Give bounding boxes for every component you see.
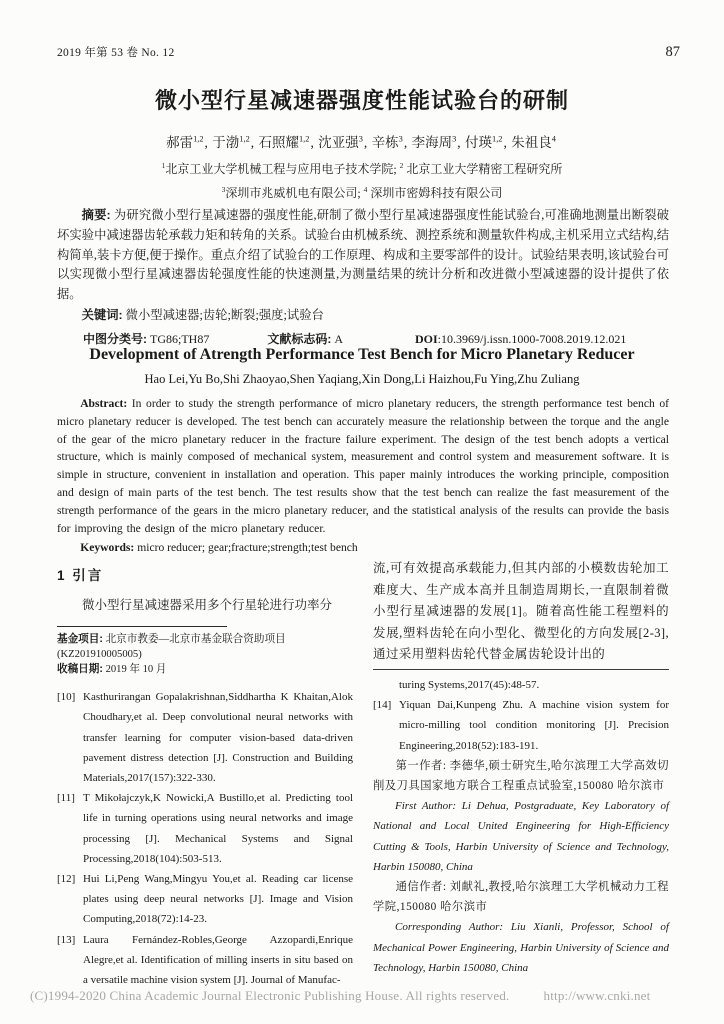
document-code-label: 文献标志码: [267, 331, 332, 346]
reference-text: 第一作者: 李德华,硕士研究生,哈尔滨理工大学高效切削及刀具国家地方联合工程重点试验室,150080 哈尔滨市 [373, 759, 669, 792]
abstract-en [57, 395, 669, 537]
paper-title-en: Development of Atrength Performance Test Bench for Micro Planetary Reducer [89, 346, 635, 363]
author-affiliation-sup: 1,2 [239, 134, 250, 144]
author-name: 辛栋$^3$, [371, 134, 408, 150]
author-separator: , [204, 135, 208, 150]
author-separator: , [403, 135, 408, 150]
reference-item [373, 877, 669, 917]
column-divider-rule [373, 669, 669, 670]
author-name: 沈亚强$^3$, [318, 134, 368, 150]
author-separator: , [503, 135, 507, 150]
reference-text: Corresponding Author: Liu Xianli, Professor, School of Mechanical Power Engineering, Harbin University of Science and Technology, Harbin 150080, China [373, 921, 669, 974]
reference-text: Yiquan Dai,Kunpeng Zhu. A machine vision system for micro-milling tool condition monitoring [J]. Precision Engineering,2018(52):183-191. [399, 699, 669, 752]
page-footer [30, 988, 694, 1004]
clc-label: 中图分类号: [83, 331, 147, 346]
author-name: 石照耀$^{1,2}$, [258, 134, 314, 150]
reference-marker: [10] [57, 691, 76, 704]
keywords-label-en: Keywords: [80, 541, 135, 555]
affiliation-sup: 1 [161, 161, 166, 170]
intro-paragraph-left: 微小型行星减速器采用多个行星轮进行功率分 [82, 598, 333, 612]
author-affiliation-sup: 1,2 [299, 134, 310, 144]
received-text: 2019 年 10 月 [105, 664, 167, 675]
issue-info: 2019 年第 53 卷 No. 12 [57, 47, 175, 59]
clc-value: TG86;TH87 [150, 331, 210, 346]
affiliation-segment: $^4$ 深圳市密姆科技有限公司 [363, 185, 503, 200]
abstract-label-en: Abstract: [80, 397, 128, 410]
reference-item [373, 695, 669, 756]
two-column-section [57, 558, 669, 990]
fund-text: 北京市教委—北京市基金联合资助项目(KZ201910005005) [57, 633, 286, 660]
left-column [57, 558, 353, 990]
affiliation-sup: 4 [363, 185, 368, 194]
reference-item [57, 930, 353, 991]
document-code [267, 330, 343, 347]
page-number: 87 [665, 44, 680, 60]
document-code-value: A [334, 331, 343, 346]
author-name: 于渤$^{1,2}$, [212, 134, 255, 150]
authors-line-cn [0, 131, 724, 151]
reference-text: Hui Li,Peng Wang,Mingyu You,et al. Reading car license plates using deep neural networks [J]. Image and Vision Computing,2018(72):14-23. [83, 873, 353, 926]
author-affiliation-sup: 3 [398, 134, 403, 144]
abstract-label-cn: 摘要: [81, 208, 111, 222]
keywords-cn [57, 306, 669, 326]
keywords-en [57, 539, 669, 557]
intro-paragraph-right: 流,可有效提高承载能力,但其内部的小模数齿轮加工难度大、生产成本高并且制造周期长,一直限制着微小型行星减速器的发展[1]。随着高性能工程塑料的发展,塑料齿轮在向小型化、微型化的方向发展[2-3],通过采用塑料齿轮代替金属齿轮设计出的 [373, 561, 669, 662]
author-affiliation-sup: 4 [551, 134, 556, 144]
reference-text: Kasthurirangan Gopalakrishnan,Siddhartha K Khaitan,Alok Choudhary,et al. Deep convolutional neural networks with transfer learning for computer vision-based data-driven pavement distress detection [J]. Construction and Building Materials,2017(157):322-330. [83, 691, 353, 785]
author-affiliation-sup: 3 [452, 134, 457, 144]
reference-item [373, 675, 669, 695]
affiliation-sup: 2 [399, 161, 404, 170]
chinese-abstract-block [57, 206, 669, 347]
author-separator: , [363, 135, 368, 150]
reference-item [373, 917, 669, 978]
abstract-text-cn: 为研究微小型行星减速器的强度性能,研制了微小型行星减速器强度性能试验台,可准确地测量出断裂破坏实验中减速器齿轮承载力矩和转角的关系。试验台由机械系统、测控系统和测量软件构成,主机采用立式结构,结构简单,装卡方便,便于操作。重点介绍了试验台的工作原理、构成和主要零部件的设计。试验结果表明,该试验台可以实现微小型行星减速器齿轮强度性能的快速测量,为测量结果的统计分析和改进微小型减速器的设计提供了依据。 [57, 208, 669, 302]
page-header [57, 44, 680, 61]
footnote-block [57, 626, 353, 678]
abstract-text-en: In order to study the strength performance of micro planetary reducers, the strength performance test bench of micro planetary reducer is developed. The test bench can accurately measure the relationship between the torque and the angle of the gear of the micro planetary reducer in the fracture failure experiment. The design of the test bench adopts a vertical structure, which is mainly composed of mechanical system, measurement and control system and measurement software. It is simple in structure, convenient in installation and operation. This paper mainly introduces the working principle, composition and design of main parts of the test bench. The test results show that the test bench can realize the fast measurement of the strength performance of the gears in the micro planetary reducer, and the statistical analysis of the results can provide the basis for improving the design of the micro planetary reducer. [57, 397, 670, 535]
author-separator: , [310, 135, 314, 150]
affiliation-sup: 3 [221, 185, 226, 194]
section-heading: 1 引言 [57, 568, 104, 583]
footer-url: http://www.cnki.net [543, 988, 651, 1003]
keywords-text-cn: 微小型减速器;齿轮;断裂;强度;试验台 [125, 307, 324, 322]
reference-text: First Author: Li Dehua, Postgraduate, Key Laboratory of National and Local United Engineering for High-Efficiency Cutting & Tools, Harbin University of Science and Technology, Harbin 150080, China [373, 800, 669, 873]
reference-marker: [14] [373, 699, 392, 712]
author-name: 朱祖良$^4$ [511, 134, 556, 150]
reference-marker: [12] [57, 873, 76, 886]
affiliation-segment: $^1$北京工业大学机械工程与应用电子技术学院; [161, 161, 397, 176]
fund-label: 基金项目: [57, 632, 103, 645]
paper-title-cn: 微小型行星减速器强度性能试验台的研制 [154, 88, 569, 113]
affiliation-line-2 [0, 184, 724, 201]
affiliation-segment: $^2$ 北京工业大学精密工程研究所 [399, 161, 563, 176]
author-separator: , [457, 135, 461, 150]
affiliation-line-1 [0, 160, 724, 177]
right-column [373, 558, 669, 990]
classification-row [57, 330, 669, 347]
english-abstract-block [57, 395, 669, 557]
reference-item [57, 687, 353, 788]
doi-value: :10.3969/j.issn.1000-7008.2019.12.021 [437, 331, 627, 346]
reference-marker: [13] [57, 933, 76, 946]
received-date [57, 662, 353, 677]
clc-number [83, 330, 209, 347]
received-label: 收稿日期: [57, 663, 103, 675]
author-separator: , [250, 135, 255, 150]
reference-text: T Mikołajczyk,K Nowicki,A Bustillo,et al. Predicting tool life in turning operations using neural networks and image processing [J]. Mechanical Systems and Signal Processing,2018(104):503-513. [83, 792, 353, 865]
affiliation-segment: $^3$深圳市兆威机电有限公司; [221, 185, 361, 200]
reference-item [57, 869, 353, 930]
abstract-cn [57, 206, 669, 305]
author-affiliation-sup: 3 [358, 134, 363, 144]
reference-text: 通信作者: 刘献礼,教授,哈尔滨理工大学机械动力工程学院,150080 哈尔滨市 [373, 881, 669, 914]
author-affiliation-sup: 1,2 [193, 134, 204, 144]
copyright-text: (C)1994-2020 China Academic Journal Electronic Publishing House. All rights reserved. [30, 988, 510, 1003]
keywords-text-en: micro reducer; gear;fracture;strength;test bench [137, 541, 358, 555]
reference-item [57, 788, 353, 869]
author-name: 郝雷$^{1,2}$, [166, 134, 208, 150]
fund-project [57, 632, 353, 662]
doi [415, 332, 626, 347]
reference-text: turing Systems,2017(45):48-57. [399, 678, 540, 691]
reference-item [373, 796, 669, 877]
references-left [57, 687, 353, 990]
reference-item [373, 756, 669, 796]
footnote-rule [57, 626, 227, 627]
keywords-label-cn: 关键词: [81, 307, 123, 322]
author-affiliation-sup: 1,2 [492, 134, 503, 144]
authors-line-en: Hao Lei,Yu Bo,Shi Zhaoyao,Shen Yaqiang,Xin Dong,Li Haizhou,Fu Ying,Zhu Zuliang [144, 372, 580, 386]
reference-text: Laura Fernández-Robles,George Azzopardi,Enrique Alegre,et al. Identification of milling inserts in situ based on a versatile machine vision system [J]. Journal of Manufac- [83, 933, 353, 987]
reference-marker: [11] [57, 792, 75, 805]
references-right [373, 675, 669, 978]
author-name: 付瑛$^{1,2}$, [465, 134, 507, 150]
doi-label: DOI [415, 331, 438, 346]
author-name: 李海周$^3$, [411, 134, 461, 150]
